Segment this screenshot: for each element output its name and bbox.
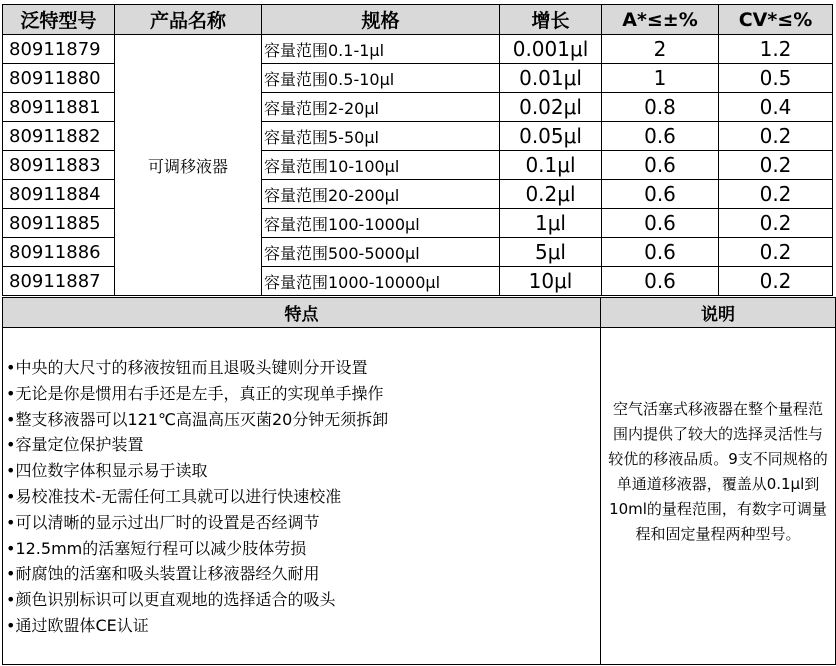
accuracy-cell: 0.8: [602, 93, 719, 122]
table-row: [3, 35, 833, 64]
increment-cell: 5μl: [500, 238, 602, 267]
feature-item: • 可以清晰的显示过出厂时的设置是否经调节: [6, 510, 599, 536]
description-text: 空气活塞式移液器在整个量程范围内提供了较大的选择灵活性与较优的移液品质。9支不同规格的单通道移液器，覆盖从0.1μl到10ml的量程范围，有数字可调量程和固定量程两种型号。: [608, 400, 828, 543]
header-increment: 增长: [500, 5, 602, 35]
header-cv: CV*≤%: [719, 5, 833, 35]
notes-body-row: [3, 328, 836, 665]
spec-cell: 容量范围100-1000μl: [262, 209, 500, 238]
product-name-cell: 可调移液器: [115, 35, 262, 296]
increment-cell: 0.05μl: [500, 122, 602, 151]
model-cell: 80911887: [3, 267, 115, 296]
feature-item: • 12.5mm的活塞短行程可以减少肢体劳损: [6, 536, 599, 562]
spec-cell: 容量范围5-50μl: [262, 122, 500, 151]
feature-item: • 中央的大尺寸的移液按钮而且退吸头键则分开设置: [6, 355, 599, 381]
increment-cell: 10μl: [500, 267, 602, 296]
header-row: [3, 5, 833, 35]
cv-cell: 0.2: [719, 267, 833, 296]
model-cell: 80911882: [3, 122, 115, 151]
cv-cell: 0.2: [719, 122, 833, 151]
increment-cell: 0.2μl: [500, 180, 602, 209]
feature-item: • 耐腐蚀的活塞和吸头装置让移液器经久耐用: [6, 561, 599, 587]
feature-item: • 四位数字体积显示易于读取: [6, 458, 599, 484]
feature-item: • 容量定位保护装置: [6, 432, 599, 458]
notes-table: [2, 297, 836, 665]
feature-item: • 易校准技术-无需任何工具就可以进行快速校准: [6, 484, 599, 510]
accuracy-cell: 0.6: [602, 209, 719, 238]
model-cell: 80911884: [3, 180, 115, 209]
model-cell: 80911883: [3, 151, 115, 180]
accuracy-cell: 2: [602, 35, 719, 64]
cv-cell: 0.4: [719, 93, 833, 122]
increment-cell: 0.1μl: [500, 151, 602, 180]
header-spec: 规格: [262, 5, 500, 35]
notes-header-row: [3, 298, 836, 328]
description-title: 说明: [601, 298, 836, 328]
accuracy-cell: 0.6: [602, 180, 719, 209]
spec-table: [2, 4, 833, 296]
model-cell: 80911886: [3, 238, 115, 267]
cv-cell: 1.2: [719, 35, 833, 64]
cv-cell: 0.2: [719, 151, 833, 180]
feature-item: • 通过欧盟体CE认证: [6, 613, 599, 639]
increment-cell: 0.02μl: [500, 93, 602, 122]
accuracy-cell: 0.6: [602, 238, 719, 267]
spec-cell: 容量范围0.5-10μl: [262, 64, 500, 93]
spec-cell: 容量范围500-5000μl: [262, 238, 500, 267]
feature-item: • 整支移液器可以121℃高温高压灭菌20分钟无须拆卸: [6, 407, 599, 433]
accuracy-cell: 0.6: [602, 267, 719, 296]
features-cell: [3, 328, 601, 665]
header-accuracy: A*≤±%: [602, 5, 719, 35]
increment-cell: 0.001μl: [500, 35, 602, 64]
accuracy-cell: 0.6: [602, 122, 719, 151]
increment-cell: 0.01μl: [500, 64, 602, 93]
increment-cell: 1μl: [500, 209, 602, 238]
header-model: 泛特型号: [3, 5, 115, 35]
model-cell: 80911880: [3, 64, 115, 93]
spec-cell: 容量范围0.1-1μl: [262, 35, 500, 64]
spec-cell: 容量范围2-20μl: [262, 93, 500, 122]
spec-cell: 容量范围1000-10000μl: [262, 267, 500, 296]
feature-item: • 无论是你是惯用右手还是左手，真正的实现单手操作: [6, 381, 599, 407]
header-product: 产品名称: [115, 5, 262, 35]
cv-cell: 0.2: [719, 209, 833, 238]
features-title: 特点: [3, 298, 601, 328]
feature-item: • 颜色识别标识可以更直观地的选择适合的吸头: [6, 587, 599, 613]
cv-cell: 0.2: [719, 238, 833, 267]
accuracy-cell: 1: [602, 64, 719, 93]
model-cell: 80911879: [3, 35, 115, 64]
description-cell: [601, 328, 836, 665]
spec-cell: 容量范围10-100μl: [262, 151, 500, 180]
model-cell: 80911885: [3, 209, 115, 238]
model-cell: 80911881: [3, 93, 115, 122]
features-list: [4, 329, 599, 639]
cv-cell: 0.5: [719, 64, 833, 93]
spec-cell: 容量范围20-200μl: [262, 180, 500, 209]
accuracy-cell: 0.6: [602, 151, 719, 180]
cv-cell: 0.2: [719, 180, 833, 209]
